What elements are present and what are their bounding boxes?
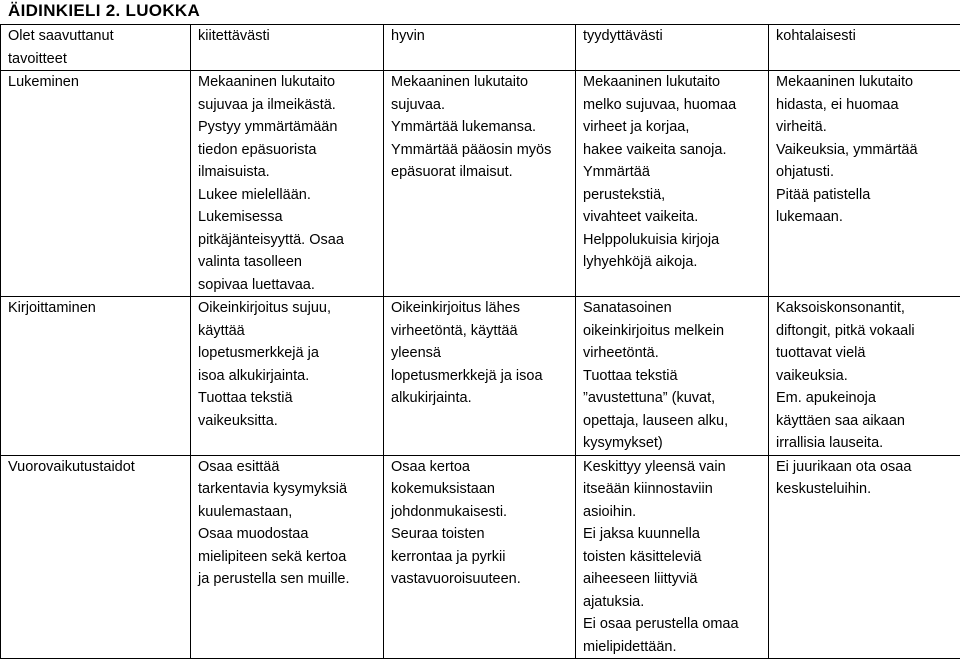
table-row	[1, 71, 960, 297]
cell-text-line: Pystyy ymmärtämään	[198, 116, 379, 139]
cell-text-line: Tuottaa tekstiä	[583, 365, 764, 388]
cell-text-line: Osaa muodostaa	[198, 523, 379, 546]
cell-text-line: Em. apukeinoja	[776, 387, 956, 410]
goal-label-cell	[1, 25, 191, 71]
table-cell	[769, 71, 960, 297]
level-header-hyvin: hyvin	[384, 25, 576, 71]
cell-text-line: Seuraa toisten	[391, 523, 571, 546]
cell-text-line: melko sujuvaa, huomaa	[583, 94, 764, 117]
cell-text-line: tiedon epäsuorista	[198, 139, 379, 162]
cell-text-line: virheet ja korjaa,	[583, 116, 764, 139]
goal-label-line: tavoitteet	[8, 48, 186, 71]
cell-text-line: lopetusmerkkejä ja	[198, 342, 379, 365]
cell-text-line: Vaikeuksia, ymmärtää	[776, 139, 956, 162]
cell-text-line: pitkäjänteisyyttä. Osaa	[198, 229, 379, 252]
table-row	[1, 455, 960, 659]
cell-text-line: Osaa esittää	[198, 456, 379, 479]
cell-text-line: opettaja, lauseen alku,	[583, 410, 764, 433]
cell-text-line: epäsuorat ilmaisut.	[391, 161, 571, 184]
cell-text-line: kerrontaa ja pyrkii	[391, 546, 571, 569]
cell-text-line: Sanatasoinen	[583, 297, 764, 320]
cell-text-line: hakee vaikeita sanoja.	[583, 139, 764, 162]
cell-text-line: itseään kiinnostaviin	[583, 478, 764, 501]
cell-text-line: Oikeinkirjoitus lähes	[391, 297, 571, 320]
cell-text-line: irrallisia lauseita.	[776, 432, 956, 455]
cell-text-line: Lukemisessa	[198, 206, 379, 229]
cell-text-line: Mekaaninen lukutaito	[776, 71, 956, 94]
table-cell	[576, 455, 769, 659]
table-cell	[576, 71, 769, 297]
cell-text-line: vaikeuksia.	[776, 365, 956, 388]
table-cell	[576, 297, 769, 456]
row-label-vuorovaikutustaidot: Vuorovaikutustaidot	[1, 455, 191, 659]
cell-text-line: Mekaaninen lukutaito	[583, 71, 764, 94]
cell-text-line: hidasta, ei huomaa	[776, 94, 956, 117]
cell-text-line: sujuvaa ja ilmeikästä.	[198, 94, 379, 117]
cell-text-line: käyttäen saa aikaan	[776, 410, 956, 433]
cell-text-line: mielipiteen sekä kertoa	[198, 546, 379, 569]
cell-text-line: sopivaa luettavaa.	[198, 274, 379, 297]
assessment-table	[0, 24, 960, 659]
level-header-tyydyttavasti: tyydyttävästi	[576, 25, 769, 71]
cell-text-line: Tuottaa tekstiä	[198, 387, 379, 410]
cell-text-line: käyttää	[198, 320, 379, 343]
cell-text-line: Keskittyy yleensä vain	[583, 456, 764, 479]
cell-text-line: Pitää patistella	[776, 184, 956, 207]
cell-text-line: ilmaisuista.	[198, 161, 379, 184]
row-label-kirjoittaminen: Kirjoittaminen	[1, 297, 191, 456]
table-cell	[384, 297, 576, 456]
cell-text-line: johdonmukaisesti.	[391, 501, 571, 524]
cell-text-line: aiheeseen liittyviä	[583, 568, 764, 591]
cell-text-line: ”avustettuna” (kuvat,	[583, 387, 764, 410]
cell-text-line: vastavuoroisuuteen.	[391, 568, 571, 591]
cell-text-line: diftongit, pitkä vokaali	[776, 320, 956, 343]
cell-text-line: yleensä	[391, 342, 571, 365]
cell-text-line: oikeinkirjoitus melkein	[583, 320, 764, 343]
cell-text-line: Ymmärtää	[583, 161, 764, 184]
cell-text-line: lukemaan.	[776, 206, 956, 229]
cell-text-line: toisten käsitteleviä	[583, 546, 764, 569]
cell-text-line: ajatuksia.	[583, 591, 764, 614]
cell-text-line: virheetöntä.	[583, 342, 764, 365]
cell-text-line: virheitä.	[776, 116, 956, 139]
cell-text-line: Osaa kertoa	[391, 456, 571, 479]
cell-text-line: Mekaaninen lukutaito	[198, 71, 379, 94]
table-cell	[769, 297, 960, 456]
cell-text-line: sujuvaa.	[391, 94, 571, 117]
table-cell	[769, 455, 960, 659]
level-header-kiitettavasti: kiitettävästi	[191, 25, 384, 71]
cell-text-line: vivahteet vaikeita.	[583, 206, 764, 229]
table-header-row	[1, 25, 960, 71]
cell-text-line: Ei juurikaan ota osaa	[776, 456, 956, 479]
cell-text-line: Ei osaa perustella omaa	[583, 613, 764, 636]
table-cell	[384, 71, 576, 297]
cell-text-line: Ymmärtää pääosin myös	[391, 139, 571, 162]
cell-text-line: tuottavat vielä	[776, 342, 956, 365]
cell-text-line: Ei jaksa kuunnella	[583, 523, 764, 546]
cell-text-line: Kaksoiskonsonantit,	[776, 297, 956, 320]
cell-text-line: ohjatusti.	[776, 161, 956, 184]
table-row	[1, 297, 960, 456]
cell-text-line: lopetusmerkkejä ja isoa	[391, 365, 571, 388]
cell-text-line: Oikeinkirjoitus sujuu,	[198, 297, 379, 320]
cell-text-line: kuulemastaan,	[198, 501, 379, 524]
cell-text-line: mielipidettään.	[583, 636, 764, 659]
cell-text-line: Helppolukuisia kirjoja	[583, 229, 764, 252]
cell-text-line: Ymmärtää lukemansa.	[391, 116, 571, 139]
table-cell	[191, 455, 384, 659]
level-header-kohtalaisesti: kohtalaisesti	[769, 25, 960, 71]
cell-text-line: ja perustella sen muille.	[198, 568, 379, 591]
cell-text-line: lyhyehköjä aikoja.	[583, 251, 764, 274]
cell-text-line: keskusteluihin.	[776, 478, 956, 501]
cell-text-line: isoa alkukirjainta.	[198, 365, 379, 388]
cell-text-line: Lukee mielellään.	[198, 184, 379, 207]
table-cell	[191, 297, 384, 456]
row-label-lukeminen: Lukeminen	[1, 71, 191, 297]
cell-text-line: virheetöntä, käyttää	[391, 320, 571, 343]
cell-text-line: asioihin.	[583, 501, 764, 524]
cell-text-line: tarkentavia kysymyksiä	[198, 478, 379, 501]
cell-text-line: vaikeuksitta.	[198, 410, 379, 433]
cell-text-line: Mekaaninen lukutaito	[391, 71, 571, 94]
table-cell	[384, 455, 576, 659]
cell-text-line: kysymykset)	[583, 432, 764, 455]
cell-text-line: perustekstiä,	[583, 184, 764, 207]
cell-text-line: valinta tasolleen	[198, 251, 379, 274]
cell-text-line: alkukirjainta.	[391, 387, 571, 410]
goal-label-line: Olet saavuttanut	[8, 25, 186, 48]
table-cell	[191, 71, 384, 297]
page-title: ÄIDINKIELI 2. LUOKKA	[8, 1, 200, 21]
cell-text-line: kokemuksistaan	[391, 478, 571, 501]
